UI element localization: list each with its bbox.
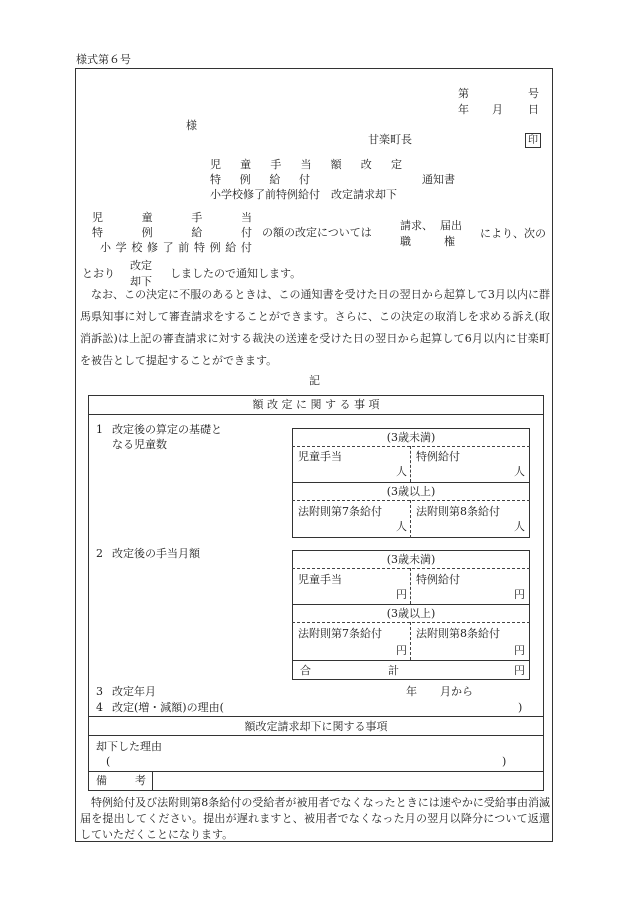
divider — [152, 771, 153, 791]
stack-char: 小 — [100, 241, 111, 254]
title-char: 例 — [239, 173, 251, 186]
divider — [410, 568, 411, 604]
t2-unit: 円 — [514, 664, 525, 677]
t1-unit: 人 — [514, 520, 525, 533]
body-after-text: により、次の — [480, 227, 546, 240]
item4-close: ) — [518, 701, 523, 714]
stack-char: 給 — [191, 226, 203, 239]
item2-label: 改定後の手当月額 — [112, 547, 200, 560]
divider — [292, 482, 530, 483]
date-month: 月 — [492, 103, 503, 116]
stack-char: 特 — [92, 226, 103, 239]
stack-char: 例 — [209, 241, 221, 254]
t2-under3: (3歳未満) — [386, 553, 436, 566]
reason-report: 届出 — [440, 219, 462, 232]
item3-no: 3 — [96, 685, 103, 698]
t1-child-allowance: 児童手当 — [298, 450, 342, 463]
body-stack-row3 — [100, 242, 252, 253]
remarks-char: 考 — [135, 774, 146, 787]
body-stack-row1 — [92, 212, 252, 223]
remarks-label — [96, 775, 146, 786]
title-char: 定 — [390, 158, 402, 171]
stack-char: 例 — [141, 226, 153, 239]
title-char: 童 — [240, 158, 252, 171]
appeal-notice: なお、この決定に不服のあるときは、この通知書を受けた日の翌日から起算して3月以内に群馬県知事に対して審査請求をすることができます。さらに、この決定の取消しを求める訴え(取消訴訟)は上記の審査請求に対する裁決の送達を受けた日の翌日から起算して6月以内に甘楽町を被告として提起することができます。 — [80, 288, 550, 367]
t2-unit: 円 — [514, 588, 525, 601]
t1-special-benefit: 特例給付 — [416, 450, 460, 463]
section2-header: 額改定請求却下に関する事項 — [244, 720, 388, 733]
stack-char: 児 — [92, 211, 103, 224]
footer-note: 特例給付及び法附則第8条給付の受給者が被用者でなくなったときには速やかに受給事由消滅届を提出してください。提出が遅れますと、被用者でなくなった月の翌月以降分について返還していただくことになります。 — [80, 796, 550, 841]
addressee-suffix: 様 — [186, 119, 197, 132]
stack-char: 特 — [193, 241, 205, 254]
divider — [410, 500, 411, 538]
item4-label: 改定(増・減額)の理由( — [112, 701, 224, 714]
title-line3: 小学校修了前特例給付 改定請求却下 — [210, 188, 397, 201]
divider — [292, 660, 530, 661]
reason-request: 請求、 — [400, 219, 433, 232]
t2-total-b: 計 — [388, 664, 399, 677]
t2-art7: 法附則第7条給付 — [298, 627, 382, 640]
t2-unit: 円 — [514, 644, 525, 657]
t2-unit: 円 — [396, 644, 407, 657]
title-line2 — [210, 174, 310, 185]
stack-char: 童 — [141, 211, 153, 224]
stack-char: 給 — [225, 241, 237, 254]
date-day: 日 — [528, 103, 539, 116]
reason-ex-officio-b: 権 — [444, 235, 455, 248]
divider — [88, 414, 544, 415]
t2-art8: 法附則第8条給付 — [416, 627, 500, 640]
reason-ex-officio-a: 職 — [400, 235, 411, 248]
date-year: 年 — [458, 103, 469, 116]
body-stack-row2 — [92, 227, 252, 238]
t2-total-a: 合 — [300, 664, 311, 677]
t2-child-allowance: 児童手当 — [298, 573, 342, 586]
divider — [292, 568, 530, 569]
t2-special-benefit: 特例給付 — [416, 573, 460, 586]
title-char: 特 — [210, 173, 221, 186]
title-char: 給 — [269, 173, 281, 186]
stack-char: 当 — [240, 211, 252, 224]
ki-mark: 記 — [309, 374, 320, 387]
item3-from: 月から — [440, 685, 473, 698]
divider — [410, 622, 411, 660]
t2-unit: 円 — [396, 588, 407, 601]
item3-year: 年 — [406, 685, 417, 698]
divider — [292, 604, 530, 605]
doc-no-suffix: 号 — [528, 87, 539, 100]
doc-no-label: 第 — [458, 87, 469, 100]
body-notify: しましたので通知します。 — [170, 267, 302, 280]
title-char: 手 — [270, 158, 282, 171]
rejection-paren-close: ) — [502, 755, 507, 768]
form-number: 様式第６号 — [76, 53, 131, 66]
title-char: 額 — [330, 158, 342, 171]
divider — [88, 716, 544, 717]
body-mid-text: の額の改定については — [262, 226, 372, 239]
divider — [88, 735, 544, 736]
stack-char: 学 — [115, 241, 127, 254]
t1-over3: (3歳以上) — [386, 485, 436, 498]
item4-no: 4 — [96, 701, 103, 714]
t1-art8: 法附則第8条給付 — [416, 505, 500, 518]
title-char: 改 — [360, 158, 372, 171]
item1-no: 1 — [96, 423, 103, 436]
child-count-table — [292, 428, 530, 538]
stack-char: 付 — [240, 241, 252, 254]
title-char: 付 — [298, 173, 310, 186]
divider — [292, 500, 530, 501]
title-suffix: 通知書 — [422, 173, 455, 186]
item1-label-line1: 改定後の算定の基礎と — [112, 423, 222, 436]
item2-no: 2 — [96, 547, 103, 560]
body-kaitei: 改定 — [130, 259, 152, 272]
remarks-char: 備 — [96, 774, 107, 787]
title-char: 児 — [210, 158, 221, 171]
t1-unit: 人 — [396, 520, 407, 533]
stack-char: 付 — [240, 226, 252, 239]
body-kyakka: 却下 — [130, 275, 152, 288]
item1-label-line2: なる児童数 — [112, 438, 167, 451]
t2-over3: (3歳以上) — [386, 607, 436, 620]
item3-label: 改定年月 — [112, 685, 156, 698]
divider — [292, 622, 530, 623]
divider — [292, 446, 530, 447]
title-line1 — [210, 159, 402, 170]
rejection-paren-open: ( — [106, 755, 111, 768]
divider — [410, 446, 411, 482]
t1-unit: 人 — [396, 465, 407, 478]
title-char: 当 — [300, 158, 312, 171]
stack-char: 手 — [191, 211, 203, 224]
seal-mark: 印 — [525, 133, 541, 148]
t1-art7: 法附則第7条給付 — [298, 505, 382, 518]
divider — [88, 771, 544, 772]
t1-unit: 人 — [514, 465, 525, 478]
section1-header: 額 改 定 に 関 す る 事 項 — [252, 398, 380, 411]
stack-char: 修 — [146, 241, 158, 254]
stack-char: 了 — [162, 241, 174, 254]
body-toori: とおり — [82, 267, 115, 280]
t1-under3: (3歳未満) — [386, 431, 436, 444]
rejection-reason-label: 却下した理由 — [96, 740, 162, 753]
stack-char: 校 — [131, 241, 143, 254]
stack-char: 前 — [178, 241, 190, 254]
issuer: 甘楽町長 — [368, 133, 412, 146]
